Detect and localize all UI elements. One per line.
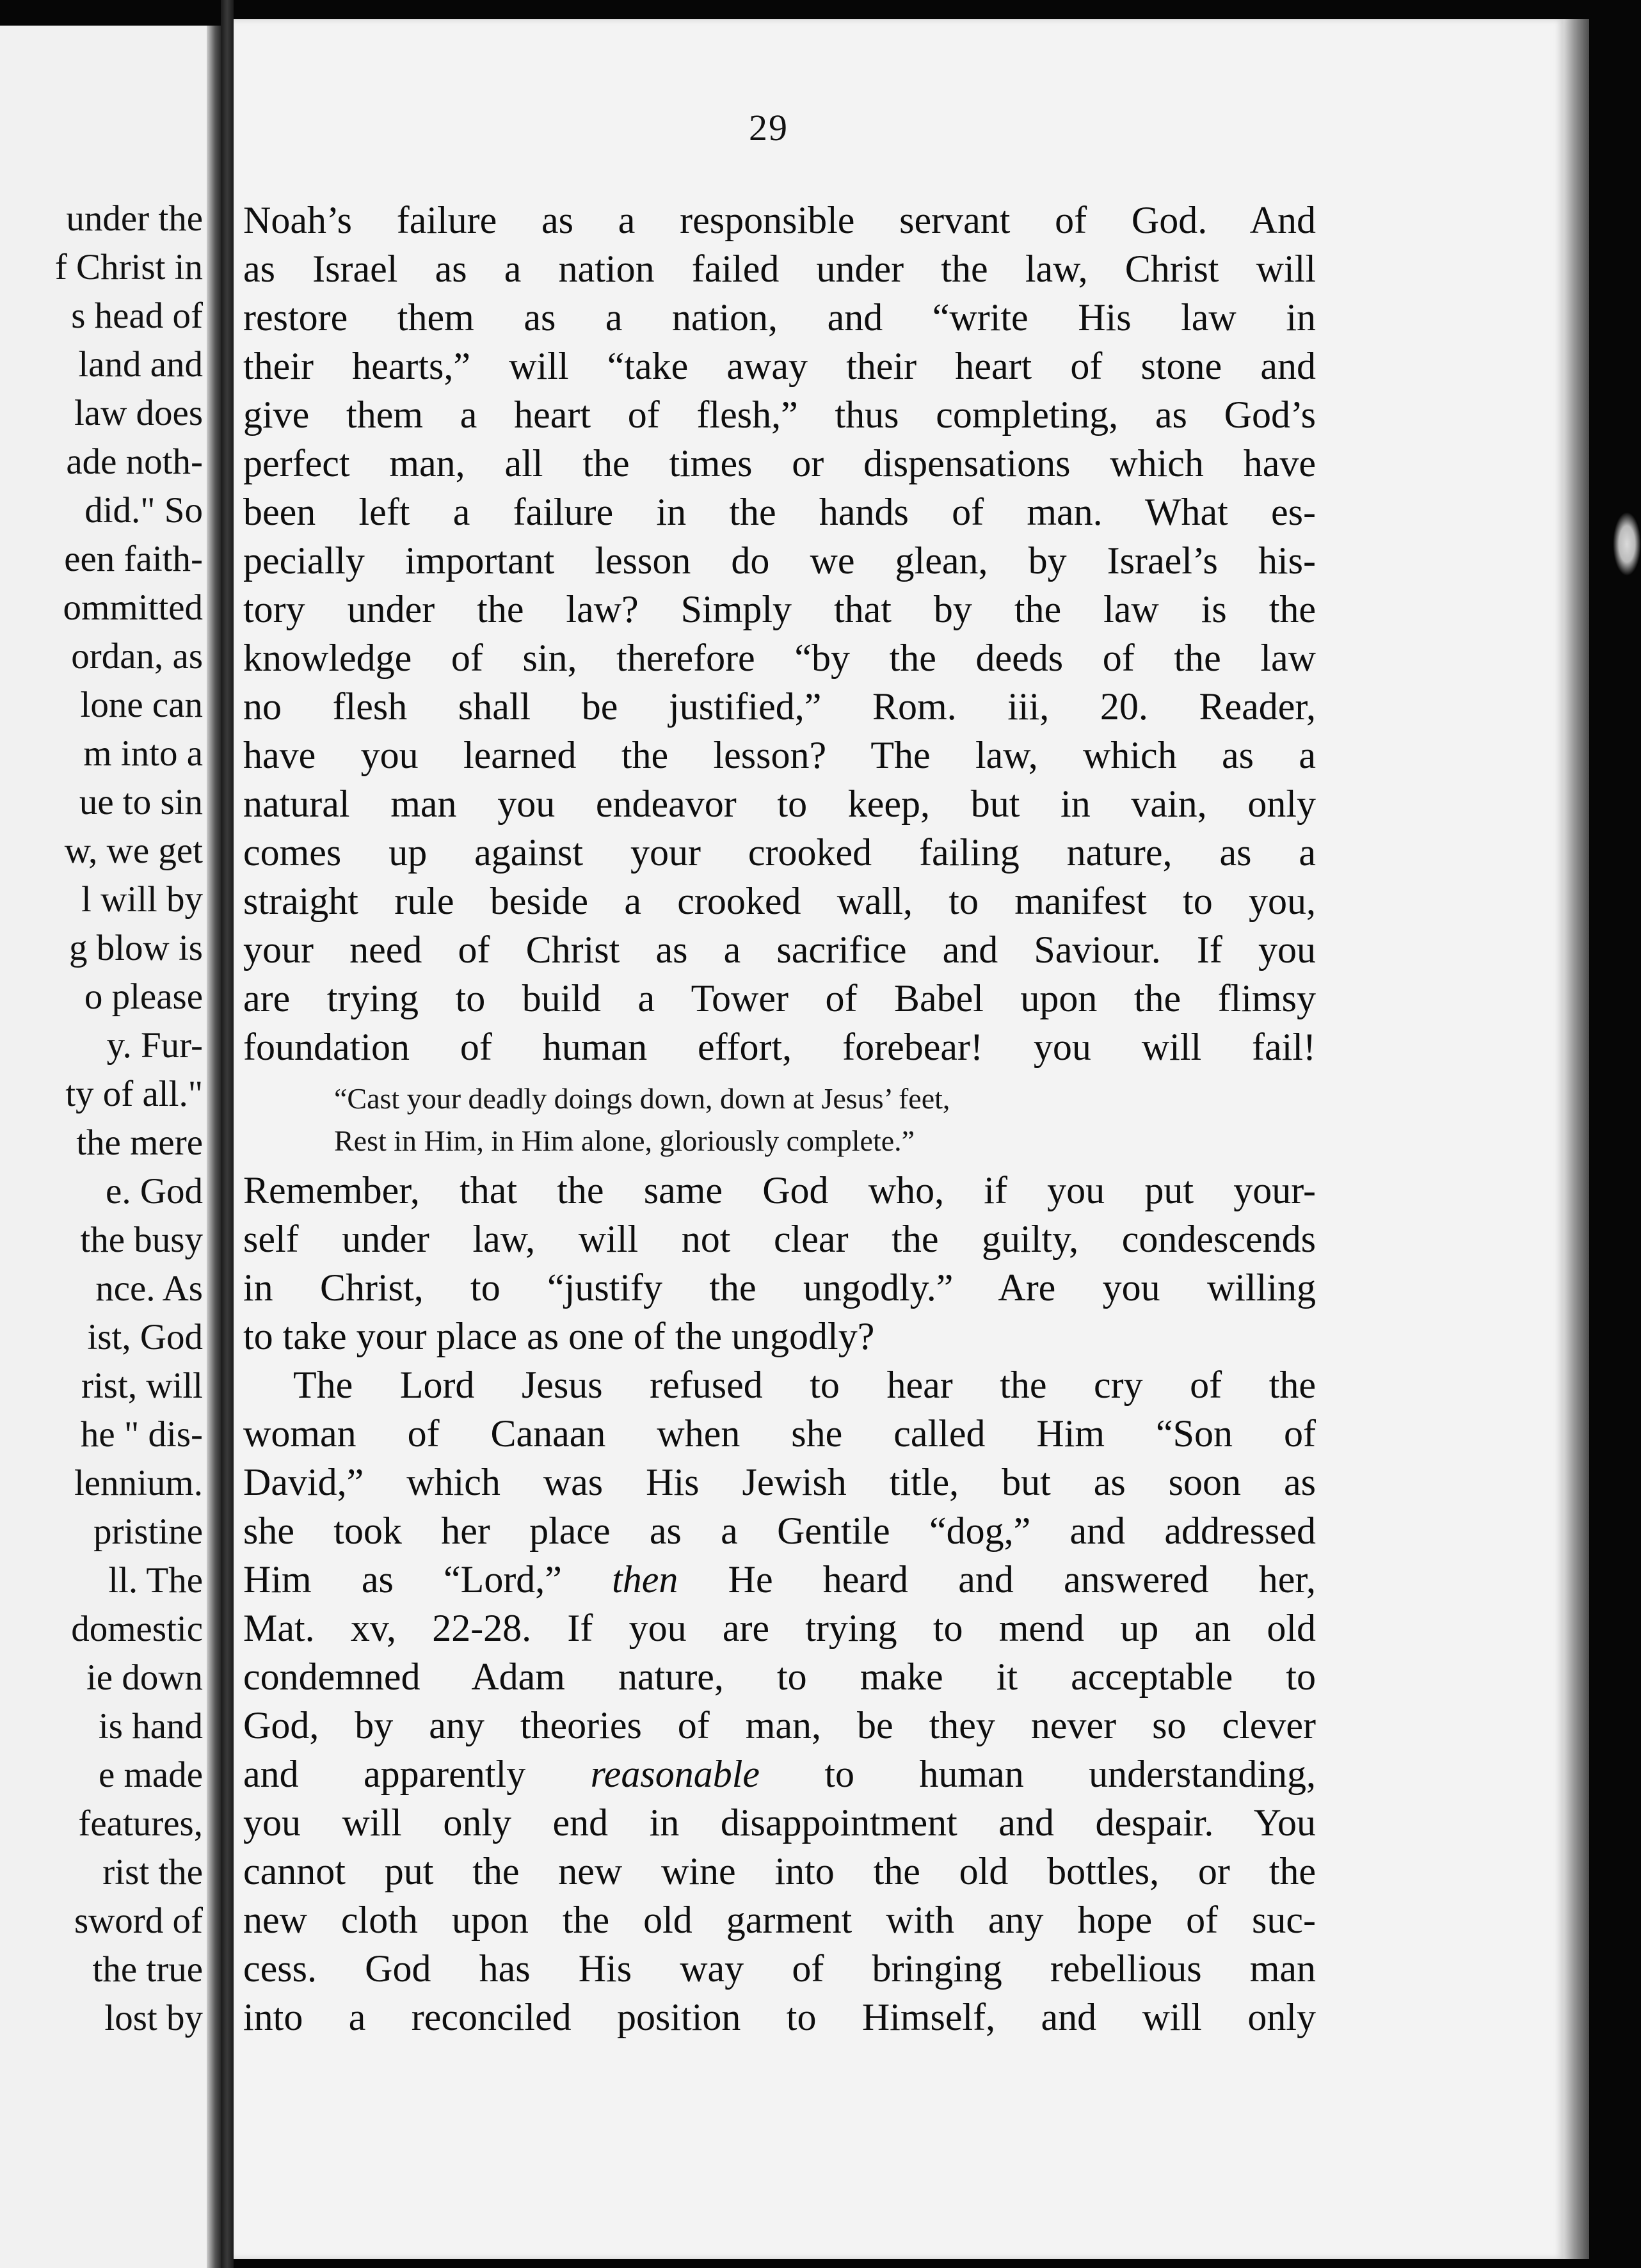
paragraph-1	[243, 196, 1316, 1071]
line-part: and apparently	[243, 1753, 591, 1795]
left-line: ist, God	[87, 1317, 203, 1357]
left-line: y. Fur-	[106, 1025, 203, 1066]
left-line: e. God	[106, 1171, 203, 1211]
left-line: m into a	[83, 733, 203, 774]
text-line: perfect man, all the times or dispensations which have	[243, 442, 1316, 484]
text-line: The Lord Jesus refused to hear the cry of the	[293, 1364, 1316, 1406]
left-line: w, we get	[64, 831, 203, 871]
text-line: no flesh shall be justified,” Rom. iii, 20. Reader,	[243, 685, 1316, 728]
text-line: new cloth upon the old garment with any hope of suc-	[243, 1899, 1316, 1941]
left-line: ue to sin	[79, 782, 203, 822]
text-line: she took her place as a Gentile “dog,” and addressed	[243, 1510, 1316, 1552]
text-line: comes up against your crooked failing nature, as a	[243, 831, 1316, 874]
text-line-with-italic	[243, 1555, 1316, 1604]
left-page-fragment	[0, 26, 221, 2268]
text-line-with-italic	[243, 1750, 1316, 1798]
line-part: to human understanding,	[760, 1753, 1317, 1795]
left-line: ty of all."	[65, 1074, 203, 1114]
text-line: self under law, will not clear the guilty, condescends	[243, 1218, 1316, 1260]
text-line: have you learned the lesson? The law, which as a	[243, 734, 1316, 776]
text-line: into a reconciled position to Himself, and will only	[243, 1996, 1316, 2038]
text-line: been left a failure in the hands of man. What es-	[243, 491, 1316, 533]
text-line: to take your place as one of the ungodly?	[243, 1315, 875, 1357]
left-line: the true	[92, 1949, 203, 1990]
paragraph-2	[243, 1166, 1316, 1361]
left-page-text	[55, 195, 203, 2043]
scan-artifact	[1613, 512, 1641, 576]
text-line: cannot put the new wine into the old bottles, or the	[243, 1850, 1316, 1892]
line-part: He heard and answered her,	[678, 1558, 1316, 1601]
page-edge-stack	[1564, 19, 1589, 2259]
left-page-gutter-shadow	[207, 26, 221, 2268]
poem-line: “Cast your deadly doings down, down at Jesus’ feet,	[334, 1082, 950, 1115]
left-line: ie down	[86, 1657, 203, 1698]
left-line: o please	[84, 977, 203, 1017]
left-line: nce. As	[95, 1268, 203, 1309]
text-line: Mat. xv, 22-28. If you are trying to mend up an old	[243, 1607, 1316, 1649]
line-part: Him as “Lord,”	[243, 1558, 612, 1601]
left-line: the mere	[76, 1122, 203, 1163]
text-line: knowledge of sin, therefore “by the deeds of the law	[243, 637, 1316, 679]
left-line: s head of	[71, 296, 203, 336]
page-body-text	[243, 196, 1316, 2041]
text-line: your need of Christ as a sacrifice and Saviour. If you	[243, 929, 1316, 971]
page-number: 29	[749, 107, 788, 148]
left-line: law does	[74, 393, 203, 433]
paragraph-3	[243, 1361, 1316, 2041]
left-line: e made	[99, 1755, 203, 1795]
left-line: een faith-	[64, 539, 203, 579]
text-line: you will only end in disappointment and despair. You	[243, 1801, 1316, 1844]
text-line: in Christ, to “justify the ungodly.” Are you willing	[243, 1266, 1316, 1309]
left-line: sword of	[74, 1901, 203, 1941]
left-line: the busy	[80, 1220, 203, 1260]
left-line: domestic	[71, 1609, 203, 1649]
text-line: tory under the law? Simply that by the law is the	[243, 588, 1316, 630]
left-line: ade noth-	[66, 442, 203, 482]
text-line: foundation of human effort, forebear! you will fail!	[243, 1026, 1316, 1068]
left-line: l will by	[81, 879, 203, 920]
italic-word: then	[612, 1558, 678, 1601]
left-line: rist, will	[81, 1366, 203, 1406]
left-line: g blow is	[68, 928, 203, 968]
italic-word: reasonable	[590, 1753, 760, 1795]
left-line: ll. The	[108, 1560, 203, 1601]
left-line: did." So	[84, 490, 203, 531]
poem-line: Rest in Him, in Him alone, gloriously complete.”	[334, 1124, 915, 1157]
left-line: lost by	[104, 1998, 203, 2038]
text-line: God, by any theories of man, be they never so clever	[243, 1704, 1316, 1746]
left-line: f Christ in	[54, 247, 203, 287]
text-line: restore them as a nation, and “write His law in	[243, 296, 1316, 339]
text-line: Remember, that the same God who, if you put your-	[243, 1169, 1316, 1211]
text-line: condemned Adam nature, to make it acceptable to	[243, 1656, 1316, 1698]
left-line: lennium.	[74, 1463, 203, 1503]
book-spine	[221, 0, 234, 2268]
left-line: lone can	[80, 685, 203, 725]
text-line: cess. God has His way of bringing rebellious man	[243, 1947, 1316, 1990]
text-line: give them a heart of flesh,” thus completing, as God’s	[243, 394, 1316, 436]
text-line: David,” which was His Jewish title, but as soon as	[243, 1461, 1316, 1503]
poem-quote	[243, 1071, 1316, 1166]
text-line: natural man you endeavor to keep, but in vain, only	[243, 783, 1316, 825]
left-line: rist the	[102, 1852, 203, 1892]
text-line: pecially important lesson do we glean, by Israel’s his-	[243, 539, 1316, 582]
left-line: under the	[66, 198, 203, 239]
left-line: features,	[78, 1803, 203, 1844]
text-line: woman of Canaan when she called Him “Son of	[243, 1412, 1316, 1455]
text-line: Noah’s failure as a responsible servant of God. And	[243, 199, 1316, 241]
left-line: ommitted	[63, 587, 203, 628]
left-line: he " dis-	[80, 1414, 203, 1455]
left-line: ordan, as	[71, 636, 203, 676]
left-line: pristine	[93, 1512, 203, 1552]
text-line: are trying to build a Tower of Babel upon the flimsy	[243, 977, 1316, 1019]
text-line: straight rule beside a crooked wall, to manifest to you,	[243, 880, 1316, 922]
left-line: land and	[78, 344, 203, 385]
text-line: as Israel as a nation failed under the law, Christ will	[243, 248, 1316, 290]
left-line: is hand	[98, 1706, 203, 1746]
text-line: their hearts,” will “take away their heart of stone and	[243, 345, 1316, 387]
